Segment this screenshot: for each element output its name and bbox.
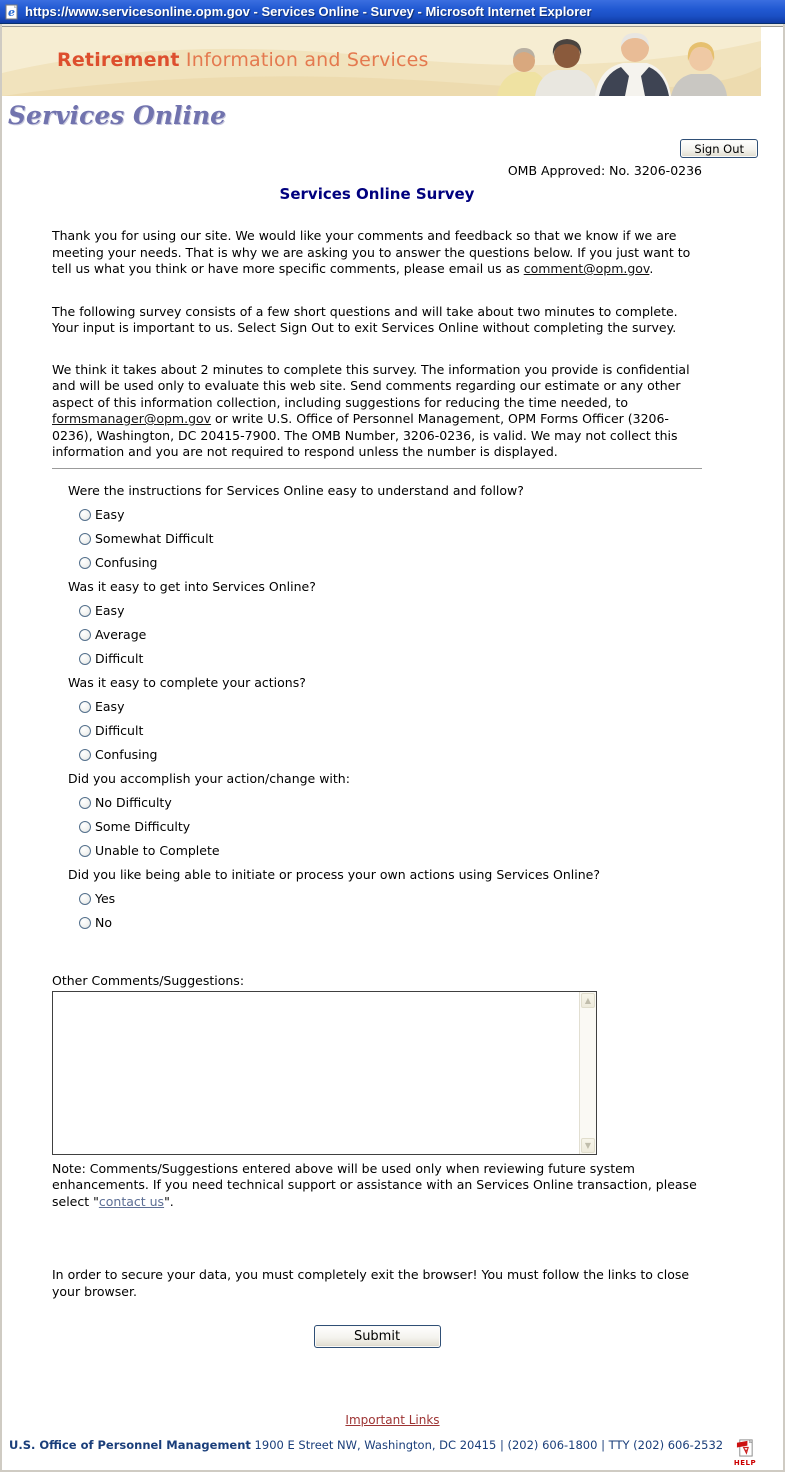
services-online-logo: Services Online bbox=[8, 100, 227, 130]
intro-paragraph-2: The following survey consists of a few short questions and will take about two minutes to complete. Your input is important to us. Select Sign Out to exit Services Online without completing the survey. bbox=[52, 303, 678, 335]
logo-row bbox=[2, 96, 783, 134]
intro-p1-text: Thank you for using our site. We would like your comments and feedback so that we know if we are meeting your needs. That is why we are asking you to answer the questions below. If you just want to tell us what you think or have more specific comments, please email us as bbox=[52, 228, 691, 276]
question-block-2 bbox=[52, 575, 702, 671]
page-title: Services Online Survey bbox=[279, 185, 475, 203]
footer bbox=[2, 1412, 783, 1470]
scroll-up-icon[interactable]: ▲ bbox=[581, 993, 595, 1008]
radio-option[interactable] bbox=[79, 527, 702, 551]
window-title: https://www.servicesonline.opm.gov - Services Online - Survey - Microsoft Internet Explorer bbox=[25, 4, 592, 19]
contact-us-link[interactable]: contact us bbox=[98, 1193, 165, 1209]
radio-option[interactable] bbox=[79, 839, 702, 863]
radio-option[interactable] bbox=[79, 719, 702, 743]
titlebar bbox=[0, 0, 785, 24]
radio-button-icon[interactable] bbox=[79, 653, 91, 665]
radio-option[interactable] bbox=[79, 599, 702, 623]
radio-option-label: Difficult bbox=[95, 650, 144, 666]
window-frame bbox=[0, 24, 785, 1472]
banner-brand-rest: Information and Services bbox=[179, 49, 429, 71]
question-block-3 bbox=[52, 671, 702, 767]
radio-button-icon[interactable] bbox=[79, 797, 91, 809]
question-block-1 bbox=[52, 479, 702, 575]
radio-option-label: Somewhat Difficult bbox=[95, 530, 214, 546]
omb-paragraph-suffix: or write U.S. Office of Personnel Management, OPM Forms Officer (3206-0236), Washington, DC 20415-7900. The OMB Number, 3206-0236, is valid. We may not collect this information and you are not required to respond unless the number is displayed. bbox=[52, 411, 678, 459]
header-banner bbox=[2, 27, 761, 96]
radio-button-icon[interactable] bbox=[79, 629, 91, 641]
radio-option-label: Some Difficulty bbox=[95, 818, 191, 834]
radio-button-icon[interactable] bbox=[79, 557, 91, 569]
intro-p1-suffix: . bbox=[649, 261, 654, 276]
radio-button-icon[interactable] bbox=[79, 821, 91, 833]
footer-address-line bbox=[2, 1438, 783, 1452]
radio-option-label: Confusing bbox=[95, 746, 158, 762]
radio-option-label: Easy bbox=[95, 698, 125, 714]
svg-text:e: e bbox=[8, 5, 15, 19]
radio-button-icon[interactable] bbox=[79, 845, 91, 857]
signout-row bbox=[2, 139, 783, 161]
radio-option[interactable] bbox=[79, 887, 702, 911]
textarea-scrollbar[interactable] bbox=[579, 992, 596, 1154]
survey-question: Did you like being able to initiate or process your own actions using Services Online? bbox=[68, 866, 600, 882]
survey-question: Did you accomplish your action/change with: bbox=[68, 770, 350, 786]
omb-paragraph bbox=[52, 362, 702, 461]
radio-option[interactable] bbox=[79, 647, 702, 671]
scroll-down-icon[interactable]: ▼ bbox=[581, 1138, 595, 1153]
comments-note-suffix: ". bbox=[164, 1193, 174, 1209]
comment-email-link[interactable]: comment@opm.gov bbox=[523, 261, 650, 276]
radio-option-label: Unable to Complete bbox=[95, 842, 220, 858]
comments-note bbox=[52, 1161, 702, 1211]
internet-explorer-page-icon bbox=[4, 4, 20, 20]
radio-option-label: Easy bbox=[95, 602, 125, 618]
radio-option-label: No bbox=[95, 914, 112, 930]
comments-textarea-frame bbox=[52, 991, 597, 1155]
radio-button-icon[interactable] bbox=[79, 917, 91, 929]
radio-option[interactable] bbox=[79, 695, 702, 719]
important-links-row bbox=[2, 1412, 783, 1427]
important-links-link[interactable]: Important Links bbox=[345, 1413, 440, 1427]
submit-button[interactable]: Submit bbox=[314, 1325, 441, 1348]
main-content bbox=[2, 163, 783, 1348]
agency-name: U.S. Office of Personnel Management bbox=[9, 1438, 251, 1452]
radio-button-icon[interactable] bbox=[79, 509, 91, 521]
question-block-4 bbox=[52, 767, 702, 863]
agency-address: 1900 E Street NW, Washington, DC 20415 | (202) 606-1800 | TTY (202) 606-2532 bbox=[250, 1438, 724, 1452]
intro-paragraph-1 bbox=[52, 228, 702, 278]
radio-option-label: No Difficulty bbox=[95, 794, 172, 810]
radio-option[interactable] bbox=[79, 911, 702, 935]
radio-option[interactable] bbox=[79, 623, 702, 647]
comments-note-text: Note: Comments/Suggestions entered above will be used only when reviewing future system enhancements. If you need technical support or assistance with an Services Online transaction, please select " bbox=[52, 1160, 697, 1209]
help-label: HELP bbox=[733, 1459, 757, 1467]
survey-question: Was it easy to get into Services Online? bbox=[68, 578, 316, 594]
radio-option[interactable] bbox=[79, 791, 702, 815]
radio-option-label: Average bbox=[95, 626, 147, 642]
secure-exit-text: In order to secure your data, you must completely exit the browser! You must follow the links to close your browser. bbox=[52, 1267, 690, 1299]
formsmanager-email-link[interactable]: formsmanager@opm.gov bbox=[52, 411, 212, 426]
banner-brand-bold: Retirement bbox=[57, 49, 180, 71]
radio-option-label: Difficult bbox=[95, 722, 144, 738]
question-block-5 bbox=[52, 863, 702, 935]
radio-button-icon[interactable] bbox=[79, 533, 91, 545]
retirees-photo bbox=[495, 30, 735, 96]
sign-out-button[interactable]: Sign Out bbox=[680, 139, 758, 158]
radio-option-label: Easy bbox=[95, 506, 125, 522]
survey-question: Was it easy to complete your actions? bbox=[68, 674, 306, 690]
radio-button-icon[interactable] bbox=[79, 605, 91, 617]
pdf-help-button[interactable] bbox=[733, 1438, 757, 1467]
radio-button-icon[interactable] bbox=[79, 725, 91, 737]
radio-option[interactable] bbox=[79, 503, 702, 527]
radio-button-icon[interactable] bbox=[79, 749, 91, 761]
pdf-file-icon bbox=[736, 1438, 755, 1457]
radio-button-icon[interactable] bbox=[79, 701, 91, 713]
radio-button-icon[interactable] bbox=[79, 893, 91, 905]
radio-option-label: Confusing bbox=[95, 554, 158, 570]
submit-row bbox=[52, 1325, 702, 1348]
radio-option[interactable] bbox=[79, 743, 702, 767]
section-divider bbox=[52, 468, 702, 469]
omb-paragraph-text: We think it takes about 2 minutes to complete this survey. The information you provide is confidential and will be used only to evaluate this web site. Send comments regarding our estimate or any other aspect of this information collection, including suggestions for reducing the time needed, to bbox=[52, 361, 690, 410]
survey-question: Were the instructions for Services Online easy to understand and follow? bbox=[68, 482, 524, 498]
radio-option-label: Yes bbox=[95, 890, 116, 906]
radio-option[interactable] bbox=[79, 815, 702, 839]
omb-approval-text: OMB Approved: No. 3206-0236 bbox=[507, 163, 702, 178]
comments-textarea[interactable] bbox=[53, 992, 579, 1154]
comments-label: Other Comments/Suggestions: bbox=[52, 972, 245, 988]
banner-title bbox=[57, 49, 429, 71]
radio-option[interactable] bbox=[79, 551, 702, 575]
